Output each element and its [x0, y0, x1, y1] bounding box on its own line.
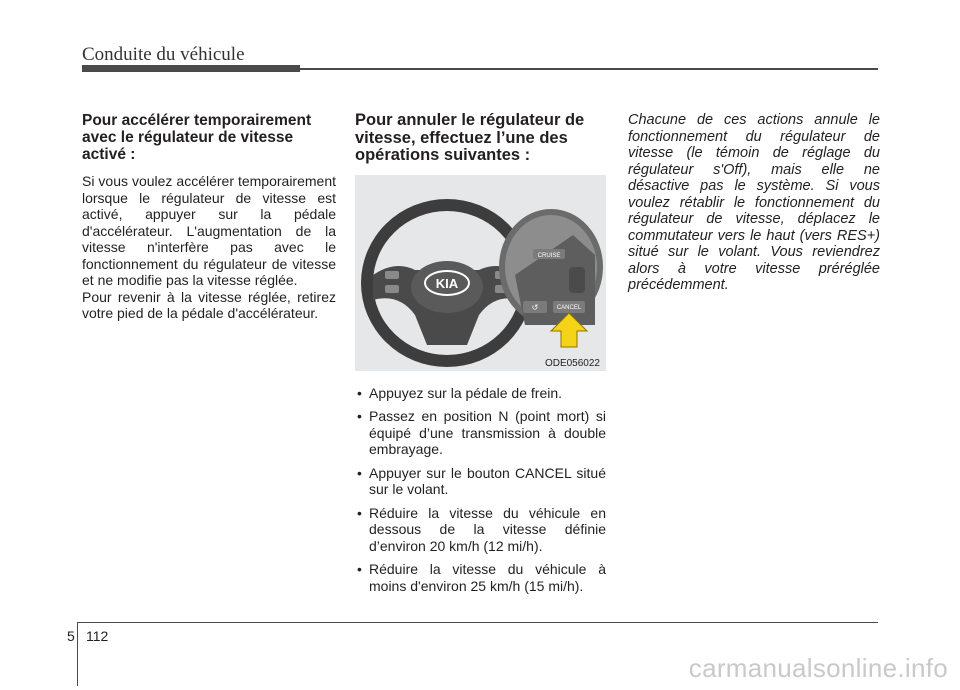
header-rule-thin	[300, 68, 878, 70]
paragraph-accelerate: Si vous voulez accélérer temporairement lorsque le régulateur de vitesse est activé, appuyer sur la pédale d'accélérateur. L'augmentation de la vitesse n'interfère pas avec le fonctionnement du régulateur de vitesse et ne modifie pas la vitesse réglée.	[82, 173, 336, 288]
footer-rule-horizontal	[77, 622, 878, 623]
header-rule-thick	[82, 65, 300, 72]
cancel-actions-list	[355, 385, 606, 595]
column-middle	[355, 112, 606, 601]
section-heading-accelerate: Pour accélérer temporairement avec le régulateur de vitesse activé :	[82, 112, 312, 163]
list-item: • Passez en position N (point mort) si équipé d’une transmission à double embrayage.	[357, 408, 606, 457]
cancel-label: CANCEL	[556, 304, 582, 311]
column-right	[628, 112, 880, 294]
figure-code: ODE056022	[544, 357, 600, 369]
steering-wheel-illustration	[355, 175, 606, 371]
list-item: • Réduire la vitesse du véhicule à moins d'environ 25 km/h (15 mi/h).	[357, 561, 606, 594]
page-number: 112	[86, 628, 109, 644]
column-left	[82, 112, 336, 322]
section-heading-cancel: Pour annuler le régulateur de vitesse, effectuez l’une des opérations suivantes :	[355, 111, 585, 164]
note-paragraph: Chacune de ces actions annule le fonctionnement du régulateur de vitesse (le témoin de réglage du régulateur s'Off), mais elle ne désactive pas le système. Si vous voulez rétablir le fonctionnement du régulateur de vitesse, déplacez le commutateur vers le haut (vers RES+) situé sur le volant. Vous reviendrez alors à votre vitesse préréglée précédemment.	[628, 112, 880, 293]
footer-rule-vertical	[77, 622, 78, 686]
list-item: • Appuyer sur le bouton CANCEL situé sur le volant.	[357, 464, 606, 497]
page-header-title: Conduite du véhicule	[82, 44, 245, 65]
list-item: • Réduire la vitesse du véhicule en dessous de la vitesse définie d’environ 20 km/h (12 mi/h).	[357, 504, 606, 554]
paragraph-return-speed: Pour revenir à la vitesse réglée, retirez votre pied de la pédale d'accélérateur.	[82, 288, 336, 321]
watermark-text: carmanualsonline.info	[688, 653, 948, 683]
list-item: • Appuyez sur la pédale de frein.	[357, 384, 563, 401]
steering-wheel-figure	[355, 175, 606, 371]
chapter-number: 5	[67, 628, 75, 644]
svg-text:↺: ↺	[531, 302, 539, 312]
cruise-label: CRUISE	[537, 252, 561, 259]
kia-logo: KIA	[435, 275, 459, 291]
